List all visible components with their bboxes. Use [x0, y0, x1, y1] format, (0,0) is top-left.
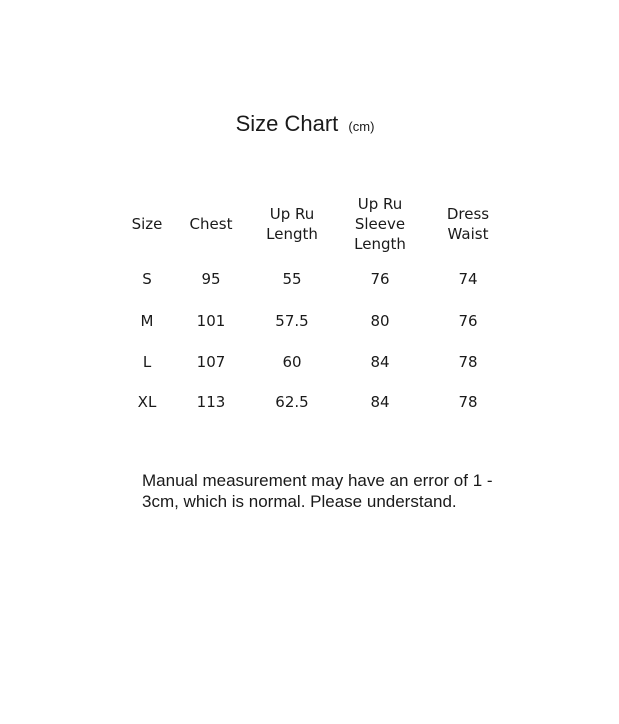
cell-size: XL	[137, 393, 157, 412]
header-chest: Chest	[189, 215, 233, 233]
table-row	[117, 256, 515, 301]
header-up-ru-sleeve-length: Up Ru Sleeve Length	[354, 195, 406, 253]
size-chart-table	[117, 192, 515, 423]
cell-waist: 78	[458, 352, 478, 371]
header-dress-waist: Dress Waist	[446, 205, 490, 243]
measurement-note: Manual measurement may have an error of 1 - 3cm, which is normal. Please understand.	[142, 471, 493, 511]
page-title	[0, 111, 610, 137]
table-row	[117, 382, 515, 423]
cell-chest: 107	[196, 352, 226, 371]
cell-sleeve: 84	[370, 393, 390, 412]
cell-sleeve: 80	[370, 312, 390, 331]
title-text: Size Chart	[235, 111, 339, 136]
table-row	[117, 342, 515, 383]
cell-length: 57.5	[275, 312, 309, 331]
header-up-ru-length: Up Ru Length	[266, 205, 318, 243]
title-unit: (cm)	[348, 119, 375, 134]
cell-size: L	[142, 352, 152, 371]
cell-sleeve: 76	[370, 269, 390, 288]
cell-waist: 74	[458, 269, 478, 288]
cell-length: 55	[282, 269, 302, 288]
table-header-row	[117, 192, 515, 256]
cell-length: 60	[282, 352, 302, 371]
cell-sleeve: 84	[370, 352, 390, 371]
cell-chest: 113	[196, 393, 226, 412]
cell-size: M	[140, 312, 154, 331]
cell-length: 62.5	[275, 393, 309, 412]
cell-waist: 76	[458, 312, 478, 331]
cell-chest: 95	[201, 269, 221, 288]
cell-size: S	[142, 269, 152, 288]
header-size: Size	[131, 215, 163, 233]
cell-waist: 78	[458, 393, 478, 412]
cell-chest: 101	[196, 312, 226, 331]
table-row	[117, 301, 515, 342]
